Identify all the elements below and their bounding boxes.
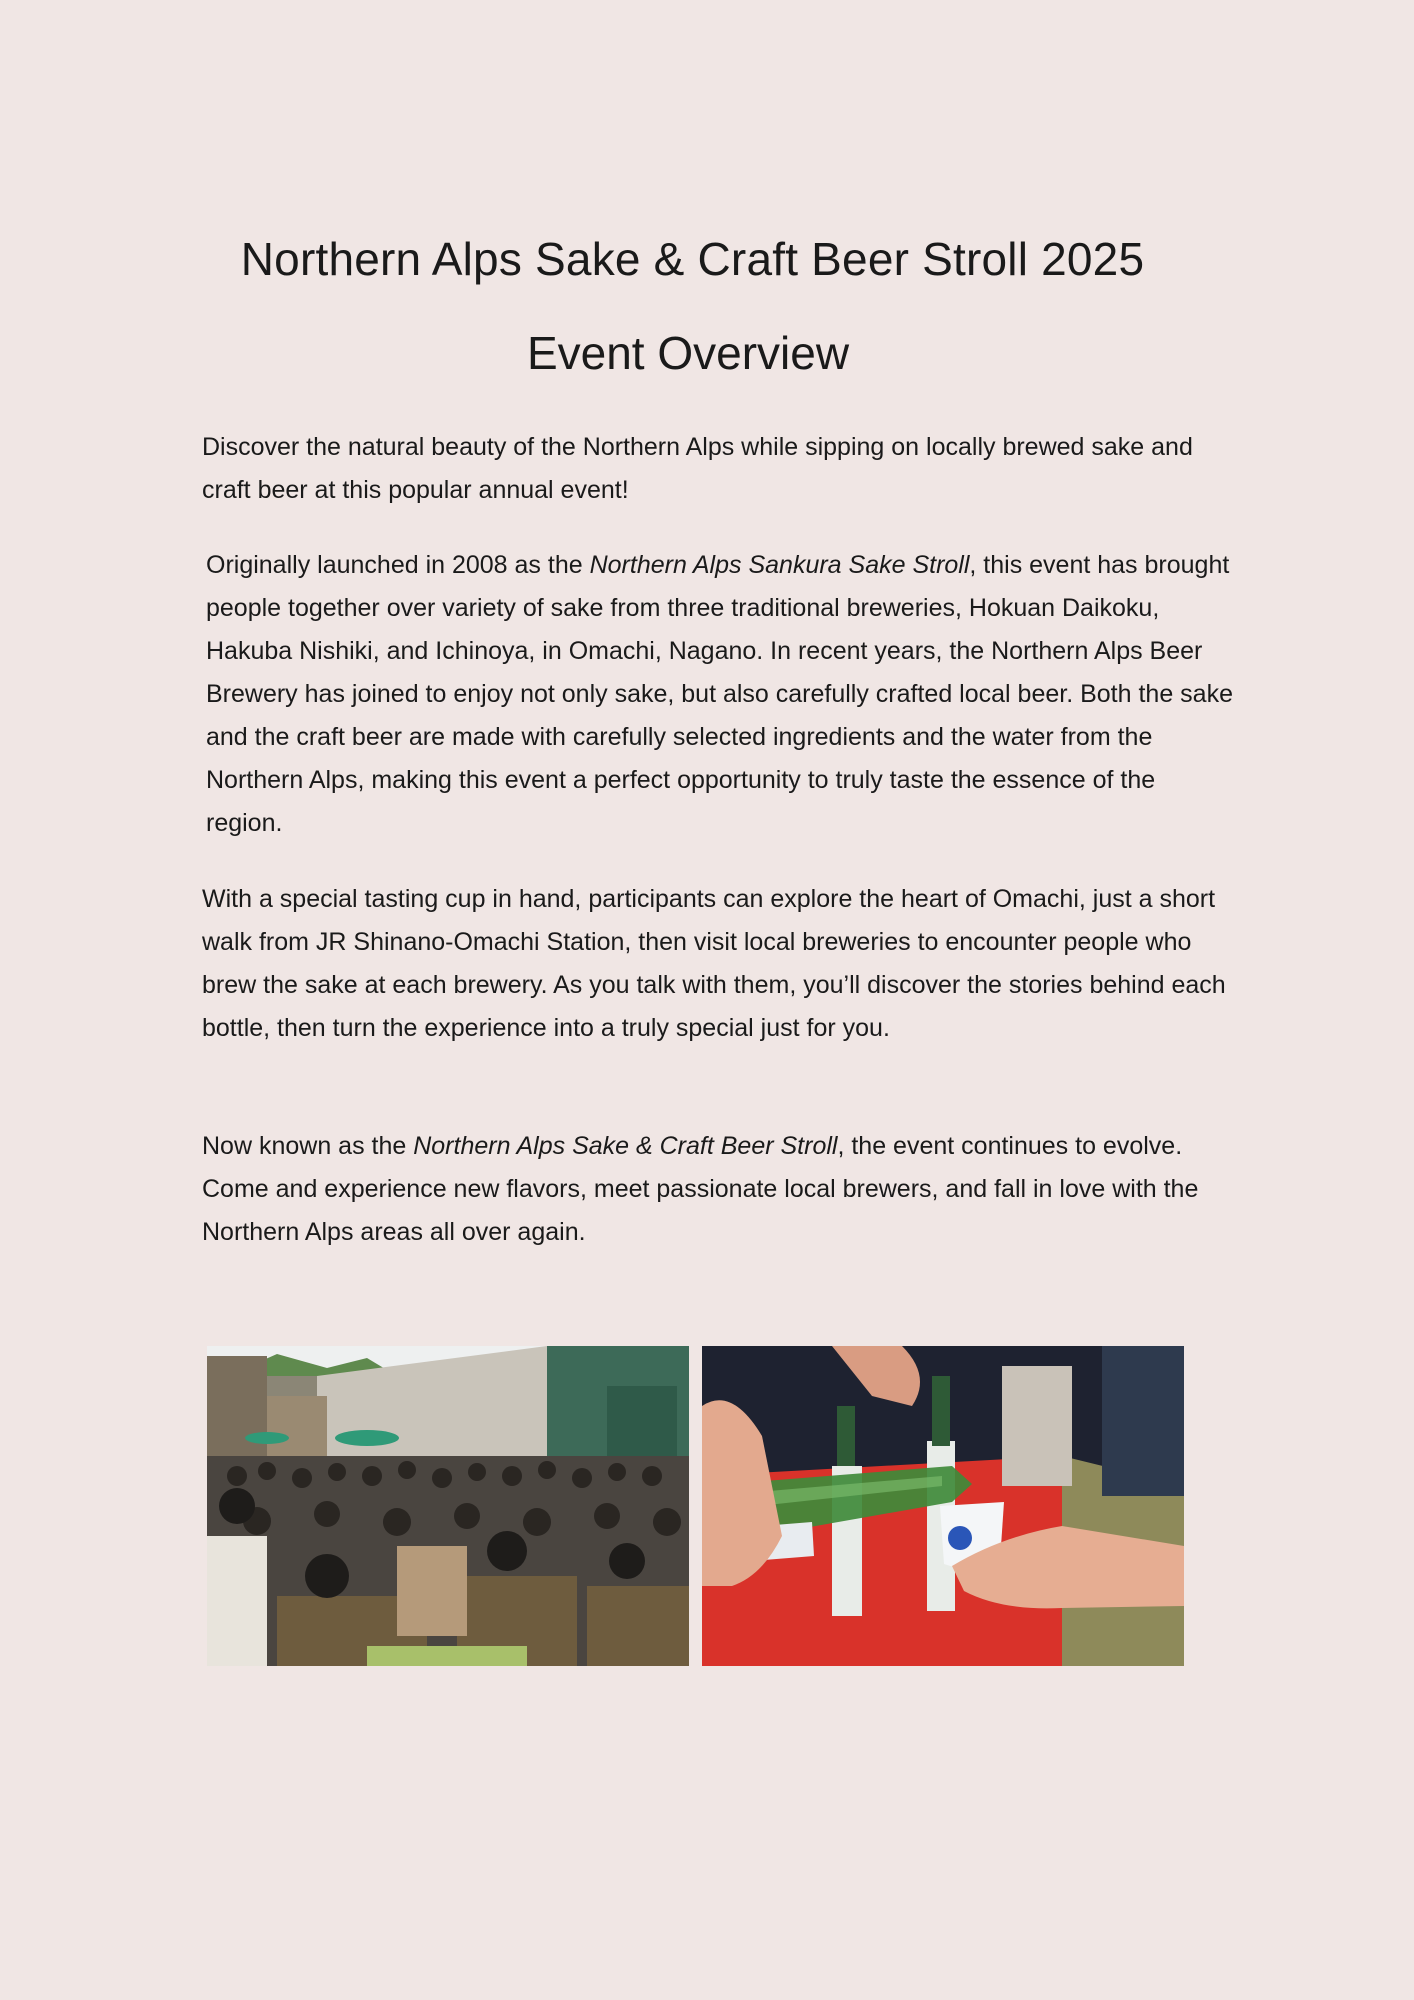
current-paragraph	[202, 1125, 1232, 1254]
history-body-text: , this event has brought people together over variety of sake from three traditional breweries, Hokuan Daikoku, Hakuba Nishiki, and Ichinoya, in Omachi, Nagano. In recent years, the Northern Alps Beer Brewery has joined to enjoy not only sake, but also carefully crafted local beer. Both the sake and the craft beer are made with carefully selected ingredients and the water from the Northern Alps, making this event a perfect opportunity to truly taste the essence of the region.	[206, 551, 1233, 837]
section-heading: Event Overview	[526, 327, 850, 379]
crowd-photo	[207, 1346, 689, 1666]
document-title: Northern Alps Sake & Craft Beer Stroll 2025	[240, 233, 1145, 285]
intro-paragraph: Discover the natural beauty of the Northern Alps while sipping on locally brewed sake and craft beer at this popular annual event!	[202, 433, 1193, 504]
history-paragraph	[206, 544, 1236, 845]
sake-pouring-illustration	[702, 1346, 1184, 1666]
current-lead-text: Now known as the	[202, 1132, 414, 1160]
original-event-name: Northern Alps Sankura Sake Stroll	[589, 551, 970, 579]
current-body-text: , the event continues to evolve. Come and experience new flavors, meet passionate local brewers, and fall in love with the Northern Alps areas all over again.	[202, 1132, 1199, 1246]
history-lead-text: Originally launched in 2008 as the	[206, 551, 590, 579]
crowd-photo-illustration	[207, 1346, 689, 1666]
current-event-name: Northern Alps Sake & Craft Beer Stroll	[413, 1132, 838, 1160]
tasting-paragraph: With a special tasting cup in hand, participants can explore the heart of Omachi, just a short walk from JR Shinano-Omachi Station, then visit local breweries to encounter people who brew the sake at each brewery. As you talk with them, you’ll discover the stories behind each bottle, then turn the experience into a truly special just for you.	[202, 885, 1226, 1042]
sake-pouring-photo	[702, 1346, 1184, 1666]
